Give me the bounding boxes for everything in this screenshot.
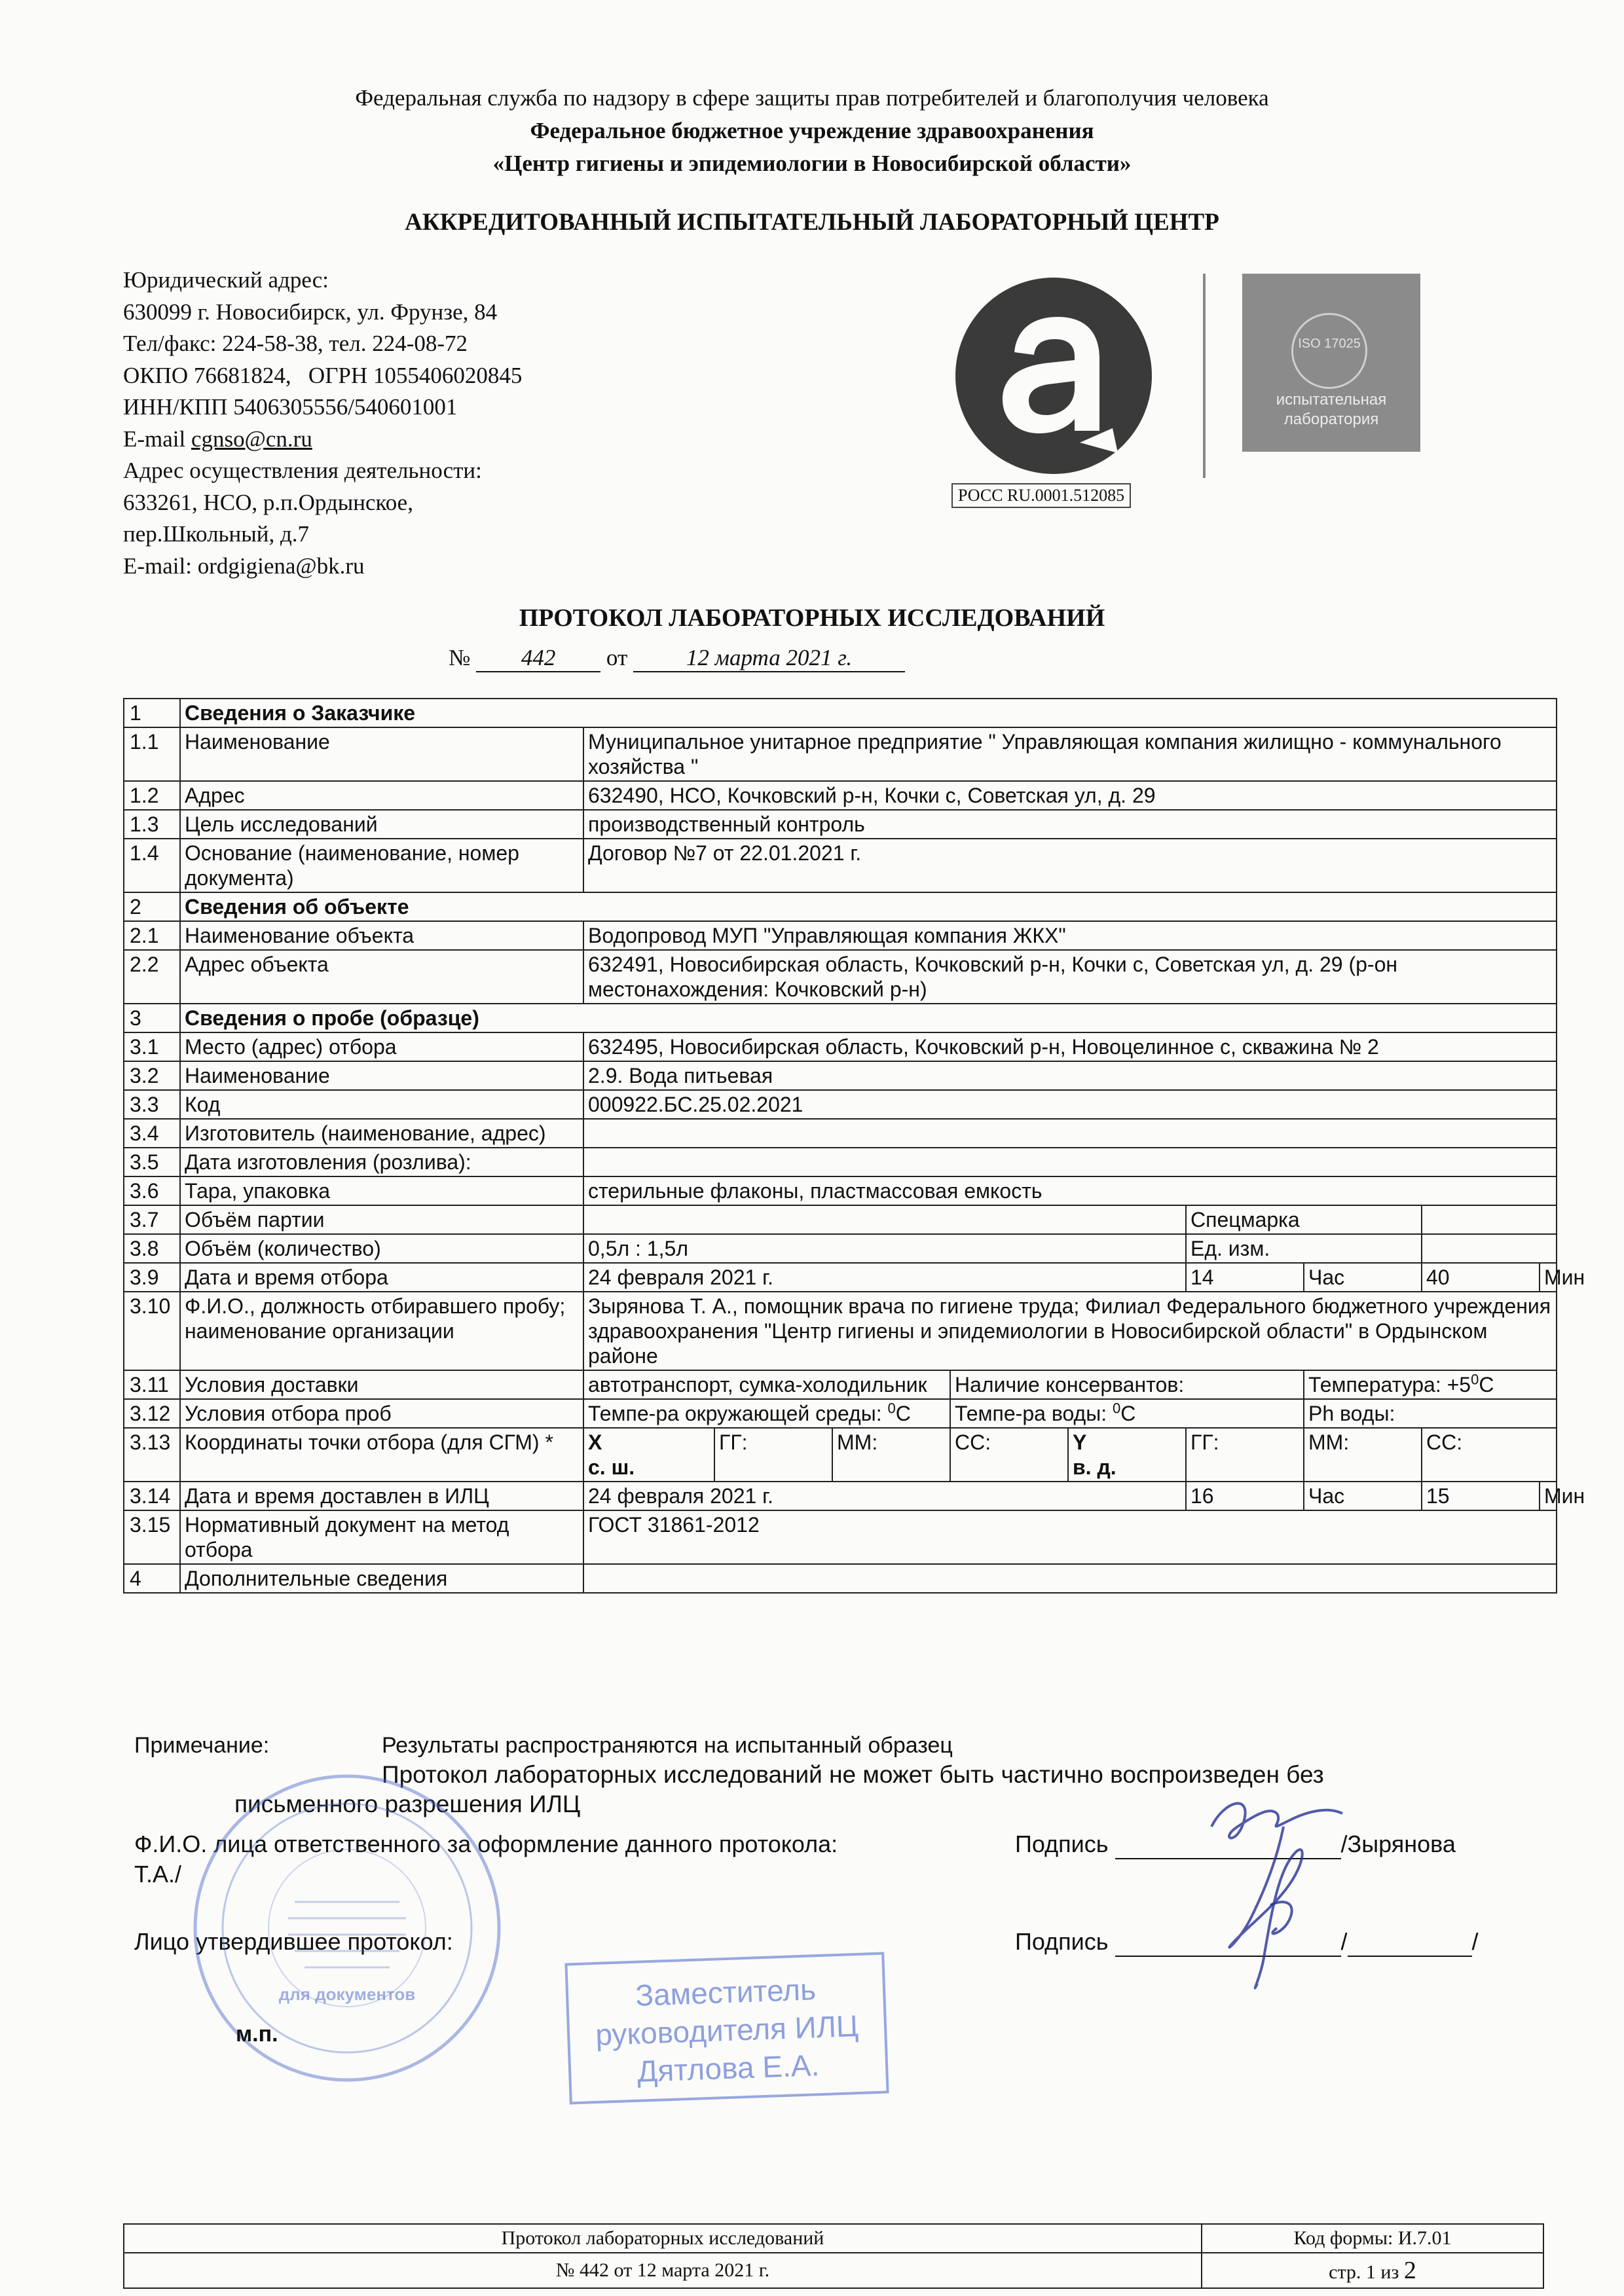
note-text-2a: Протокол лабораторных исследований не может быть частично воспроизведен без — [382, 1761, 1324, 1788]
legal-address-label: Юридический адрес: — [123, 267, 329, 293]
email-link[interactable]: cgnso@cn.ru — [191, 426, 312, 452]
table-row: 3.6 Тара, упаковка стерильные флаконы, пластмассовая емкость — [124, 1176, 1557, 1205]
table-row: 3.2 Наименование 2.9. Вода питьевая — [124, 1061, 1557, 1090]
protocol-number: 442 — [476, 645, 600, 672]
date-from-label: от — [606, 645, 628, 670]
table-row: 3.9 Дата и время отбора 24 февраля 2021 г. 14 Час 40 Мин — [124, 1263, 1557, 1292]
footer-table — [123, 2223, 1544, 2289]
protocol-date: 12 марта 2021 г. — [633, 645, 905, 672]
table-row: 2.1 Наименование объекта Водопровод МУП "Управляющая компания ЖКХ" — [124, 921, 1557, 950]
protocol-number-line — [449, 645, 905, 672]
stamp-line-1: Заместитель — [635, 1972, 817, 2013]
note-text-2b: письменного разрешения ИЛЦ — [234, 1791, 581, 1817]
section-title: Сведения о Заказчике — [180, 699, 1557, 727]
email-label: E-mail — [123, 426, 191, 452]
table-row: 3.5 Дата изготовления (розлива): — [124, 1148, 1557, 1176]
table-row: 3.13 Координаты точки отбора (для СГМ) * X с. ш. ГГ: ММ: СС: Y в. д. ГГ: ММ: СС: — [124, 1428, 1557, 1482]
approver-signature: Подпись / / — [1015, 1928, 1479, 1957]
table-row: 3.10 Ф.И.О., должность отбиравшего пробу; наименование организации Зырянова Т. А., помощник врача по гигиене труда; Филиал Федерального бюджетного учреждения здравоохранения "Центр гигиены и эпидемиологии в Новосибирской области" в Ордынском районе — [124, 1292, 1557, 1370]
footer-form-code: Код формы: И.7.01 — [1202, 2224, 1543, 2253]
table-row: 3.12 Условия отбора проб Темпе-ра окружающей среды: $^0$С Темпе-ра воды: $^0$С Ph воды: — [124, 1399, 1557, 1428]
deputy-stamp — [564, 1952, 889, 2105]
footer-page-count: стр. 1 из 2 — [1202, 2253, 1543, 2288]
number-label: № — [449, 645, 471, 670]
section-row: 2 Сведения об объекте — [124, 892, 1557, 921]
accreditation-logo-icon — [951, 274, 1156, 478]
registration-number: РОСС RU.0001.512085 — [951, 483, 1131, 508]
header-institution: Федеральное бюджетное учреждение здравоохранения — [530, 118, 1094, 143]
activity-email: E-mail: ordgigiena@bk.ru — [123, 553, 365, 579]
protocol-table — [123, 698, 1585, 1594]
table-row: 3.4 Изготовитель (наименование, адрес) — [124, 1119, 1557, 1148]
footer-doc-number: № 442 от 12 марта 2021 г. — [124, 2253, 1202, 2288]
okpo-ogrn: ОКПО 76681824, ОГРН 1055406020845 — [123, 362, 523, 388]
section-row: 3 Сведения о пробе (образце) — [124, 1004, 1557, 1032]
iso-lab-logo — [1242, 274, 1420, 452]
section-row: 1 Сведения о Заказчике — [124, 699, 1557, 727]
protocol-title: ПРОТОКОЛ ЛАБОРАТОРНЫХ ИССЛЕДОВАНИЙ — [519, 604, 1105, 632]
header-agency: Федеральная служба по надзору в сфере защиты прав потребителей и благополучия человека — [355, 85, 1269, 111]
activity-address-2: пер.Школьный, д.7 — [123, 521, 310, 547]
table-row: 2.2 Адрес объекта 632491, Новосибирская область, Кочковский р-н, Кочки с, Советская ул, д. 29 (р-он местонахождения: Кочковский р-н) — [124, 950, 1557, 1004]
iso-badge-icon: ISO 17025 — [1291, 313, 1367, 389]
responsible-signature: Подпись /Зырянова — [1015, 1831, 1456, 1859]
section-title: Сведения о пробе (образце) — [180, 1004, 1557, 1032]
table-row: 3.15 Нормативный документ на метод отбора ГОСТ 31861-2012 — [124, 1510, 1557, 1564]
note-text-1: Результаты распространяются на испытанный образец — [382, 1733, 953, 1758]
logo-divider — [1203, 274, 1206, 478]
seal-caption: для документов — [278, 1984, 416, 2004]
table-row: 1.4 Основание (наименование, номер документа) Договор №7 от 22.01.2021 г. — [124, 839, 1557, 892]
table-row: 4 Дополнительные сведения — [124, 1564, 1557, 1593]
responsible-label: Ф.И.О. лица ответственного за оформление данного протокола: — [134, 1831, 838, 1857]
table-row: 1.1 Наименование Муниципальное унитарное предприятие " Управляющая компания жилищно - коммунального хозяйства " — [124, 727, 1557, 781]
section-title: Сведения об объекте — [180, 892, 1557, 921]
seal-place-label: м.п. — [236, 2022, 278, 2047]
approver-label: Лицо утвердившее протокол: — [134, 1928, 453, 1955]
table-row: 3.11 Условия доставки автотранспорт, сумка-холодильник Наличие консервантов: Температура: $+5^0С$ — [124, 1370, 1557, 1399]
table-row: 3.14 Дата и время доставлен в ИЛЦ 24 февраля 2021 г. 16 Час 15 Мин — [124, 1482, 1557, 1510]
table-row: 3.8 Объём (количество) 0,5л : 1,5л Ед. изм. — [124, 1234, 1557, 1263]
stamp-line-3: Дятлова Е.А. — [637, 2048, 821, 2088]
table-row: 3.3 Код 000922.БС.25.02.2021 — [124, 1090, 1557, 1119]
phone-fax: Тел/факс: 224-58-38, тел. 224-08-72 — [123, 331, 468, 356]
inn-kpp: ИНН/КПП 5406305556/540601001 — [123, 394, 458, 420]
header-lab-center: АККРЕДИТОВАННЫЙ ИСПЫТАТЕЛЬНЫЙ ЛАБОРАТОРНЫЙ ЦЕНТР — [405, 209, 1219, 236]
address-block — [123, 264, 522, 582]
note-label: Примечание: — [134, 1733, 270, 1758]
handwritten-signature-icon — [1198, 1787, 1356, 2003]
table-row: 3.1 Место (адрес) отбора 632495, Новосибирская область, Кочковский р-н, Новоцелинное с, скважина № 2 — [124, 1032, 1557, 1061]
activity-address-1: 633261, НСО, р.п.Ордынское, — [123, 489, 413, 515]
table-row: 3.7 Объём партии Спецмарка — [124, 1205, 1557, 1234]
table-row: 1.2 Адрес 632490, НСО, Кочковский р-н, Кочки с, Советская ул, д. 29 — [124, 781, 1557, 810]
customer-name: Муниципальное унитарное предприятие " Управляющая компания жилищно - коммунального хозяйства " — [583, 727, 1557, 781]
header-center: «Центр гигиены и эпидемиологии в Новосибирской области» — [492, 151, 1132, 176]
legal-address: 630099 г. Новосибирск, ул. Фрунзе, 84 — [123, 299, 498, 325]
footer-doc-title: Протокол лабораторных исследований — [124, 2224, 1202, 2253]
responsible-name-end: Т.А./ — [134, 1861, 182, 1887]
activity-address-label: Адрес осуществления деятельности: — [123, 458, 482, 483]
table-row: 1.3 Цель исследований производственный контроль — [124, 810, 1557, 839]
stamp-line-2: руководителя ИЛЦ — [595, 2009, 859, 2052]
lab-logo-caption: испытательная лаборатория — [1276, 391, 1387, 428]
